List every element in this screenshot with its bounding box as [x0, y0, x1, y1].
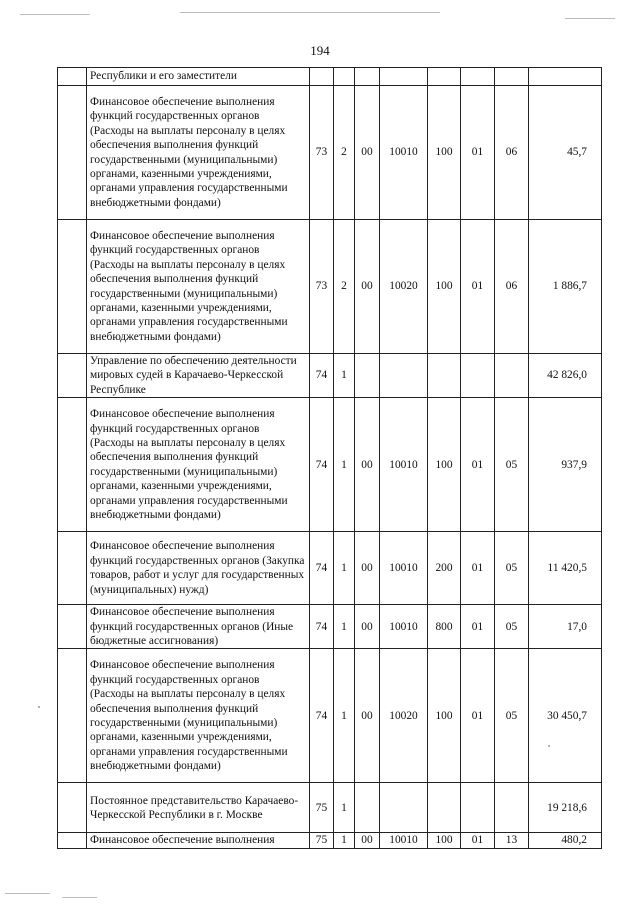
subsection-code-cell: [495, 354, 529, 398]
ministry-code-cell: 75: [310, 833, 334, 848]
empty-cell: [58, 86, 87, 220]
subsection-code-cell: 05: [495, 649, 529, 783]
table-row: [58, 833, 602, 848]
amount-cell: 42 826,0: [529, 354, 602, 398]
scan-dot: [548, 745, 550, 747]
program-code-cell: 1: [334, 649, 355, 783]
table-row: [58, 220, 602, 354]
ministry-code-cell: 74: [310, 354, 334, 398]
table-row: [58, 605, 602, 649]
empty-cell: [58, 783, 87, 833]
subprogram-code-cell: 00: [355, 398, 380, 532]
scan-mark: [62, 897, 97, 898]
row-name: Финансовое обеспечение выполнения функций государственных органов (Расходы на выплаты персоналу в целях обеспечения выполнения функций государственными (муниципальными) органами, казенными учреждениями, органами управления государственными внебюджетными фондами): [87, 220, 310, 354]
section-code-cell: 01: [461, 605, 495, 649]
empty-cell: [58, 605, 87, 649]
ministry-code-cell: 75: [310, 783, 334, 833]
program-code-cell: [334, 68, 355, 86]
row-name: Финансовое обеспечение выполнения функций государственных органов (Расходы на выплаты персоналу в целях обеспечения выполнения функций государственными (муниципальными) органами, казенными учреждениями, органами управления государственными внебюджетными фондами): [87, 649, 310, 783]
subprogram-code-cell: 00: [355, 220, 380, 354]
scan-mark: [180, 12, 440, 13]
expense-type-code-cell: [428, 783, 461, 833]
scan-mark: [5, 893, 50, 894]
amount-cell: 19 218,6: [529, 783, 602, 833]
section-code-cell: 01: [461, 649, 495, 783]
amount-cell: 30 450,7: [529, 649, 602, 783]
direction-code-cell: 10020: [380, 220, 428, 354]
expense-type-code-cell: 800: [428, 605, 461, 649]
subprogram-code-cell: 00: [355, 605, 380, 649]
expense-type-code-cell: [428, 354, 461, 398]
table-row: [58, 649, 602, 783]
ministry-code-cell: 74: [310, 398, 334, 532]
empty-cell: [58, 68, 87, 86]
program-code-cell: 1: [334, 354, 355, 398]
row-name: Финансовое обеспечение выполнения: [87, 833, 310, 848]
direction-code-cell: 10010: [380, 605, 428, 649]
subsection-code-cell: 05: [495, 532, 529, 605]
subprogram-code-cell: 00: [355, 833, 380, 848]
expense-type-code-cell: 200: [428, 532, 461, 605]
direction-code-cell: [380, 783, 428, 833]
section-code-cell: 01: [461, 532, 495, 605]
expense-type-code-cell: 100: [428, 398, 461, 532]
empty-cell: [58, 532, 87, 605]
amount-cell: [529, 68, 602, 86]
subsection-code-cell: 06: [495, 220, 529, 354]
ministry-code-cell: 73: [310, 220, 334, 354]
section-code-cell: 01: [461, 220, 495, 354]
direction-code-cell: 10010: [380, 86, 428, 220]
section-code-cell: 01: [461, 398, 495, 532]
scan-mark: [565, 18, 615, 19]
page-number: 194: [310, 43, 330, 58]
subsection-code-cell: [495, 783, 529, 833]
row-name: Финансовое обеспечение выполнения функций государственных органов (Расходы на выплаты персоналу в целях обеспечения выполнения функций государственными (муниципальными) органами, казенными учреждениями, органами управления государственными внебюджетными фондами): [87, 398, 310, 532]
row-name: Финансовое обеспечение выполнения функций государственных органов (Закупка товаров, работ и услуг для государственных (муниципальных) нужд): [87, 532, 310, 605]
scan-mark: [20, 14, 90, 15]
ministry-code-cell: 73: [310, 86, 334, 220]
direction-code-cell: 10010: [380, 833, 428, 848]
expense-type-code-cell: 100: [428, 86, 461, 220]
row-name: Управление по обеспечению деятельности мировых судей в Карачаево-Черкесской Республике: [87, 354, 310, 398]
direction-code-cell: 10010: [380, 532, 428, 605]
subprogram-code-cell: 00: [355, 532, 380, 605]
section-code-cell: [461, 354, 495, 398]
subsection-code-cell: 13: [495, 833, 529, 848]
expense-type-code-cell: 100: [428, 649, 461, 783]
program-code-cell: 2: [334, 86, 355, 220]
row-name: Финансовое обеспечение выполнения функций государственных органов (Расходы на выплаты персоналу в целях обеспечения выполнения функций государственными (муниципальными) органами, казенными учреждениями, органами управления государственными внебюджетными фондами): [87, 86, 310, 220]
subprogram-code-cell: [355, 354, 380, 398]
program-code-cell: 1: [334, 605, 355, 649]
empty-cell: [58, 220, 87, 354]
direction-code-cell: [380, 354, 428, 398]
expense-type-code-cell: [428, 68, 461, 86]
section-code-cell: [461, 783, 495, 833]
row-name: Постоянное представительство Карачаево-Черкесской Республики в г. Москве: [87, 783, 310, 833]
table-row: [58, 398, 602, 532]
amount-cell: 11 420,5: [529, 532, 602, 605]
table-body: [58, 68, 602, 849]
amount-cell: 1 886,7: [529, 220, 602, 354]
empty-cell: [58, 398, 87, 532]
program-code-cell: 1: [334, 532, 355, 605]
amount-cell: 480,2: [529, 833, 602, 848]
subsection-code-cell: 05: [495, 398, 529, 532]
subprogram-code-cell: [355, 783, 380, 833]
table-row: [58, 354, 602, 398]
empty-cell: [58, 833, 87, 848]
program-code-cell: 1: [334, 833, 355, 848]
subsection-code-cell: 06: [495, 86, 529, 220]
empty-cell: [58, 354, 87, 398]
ministry-code-cell: [310, 68, 334, 86]
ministry-code-cell: 74: [310, 649, 334, 783]
row-name: Финансовое обеспечение выполнения функций государственных органов (Иные бюджетные ассигнования): [87, 605, 310, 649]
scan-dot: [38, 706, 40, 708]
section-code-cell: 01: [461, 833, 495, 848]
ministry-code-cell: 74: [310, 605, 334, 649]
subsection-code-cell: 05: [495, 605, 529, 649]
empty-cell: [58, 649, 87, 783]
table-row: [58, 86, 602, 220]
direction-code-cell: 10020: [380, 649, 428, 783]
table-row: [58, 68, 602, 86]
amount-cell: 45,7: [529, 86, 602, 220]
program-code-cell: 1: [334, 783, 355, 833]
table-row: [58, 532, 602, 605]
program-code-cell: 1: [334, 398, 355, 532]
section-code-cell: 01: [461, 86, 495, 220]
expense-type-code-cell: 100: [428, 833, 461, 848]
amount-cell: 937,9: [529, 398, 602, 532]
expense-type-code-cell: 100: [428, 220, 461, 354]
program-code-cell: 2: [334, 220, 355, 354]
ministry-code-cell: 74: [310, 532, 334, 605]
subprogram-code-cell: 00: [355, 649, 380, 783]
subprogram-code-cell: 00: [355, 86, 380, 220]
amount-cell: 17,0: [529, 605, 602, 649]
table-row: [58, 783, 602, 833]
budget-table: [57, 67, 602, 849]
direction-code-cell: [380, 68, 428, 86]
section-code-cell: [461, 68, 495, 86]
direction-code-cell: 10010: [380, 398, 428, 532]
row-name: Республики и его заместители: [87, 68, 310, 86]
subprogram-code-cell: [355, 68, 380, 86]
subsection-code-cell: [495, 68, 529, 86]
